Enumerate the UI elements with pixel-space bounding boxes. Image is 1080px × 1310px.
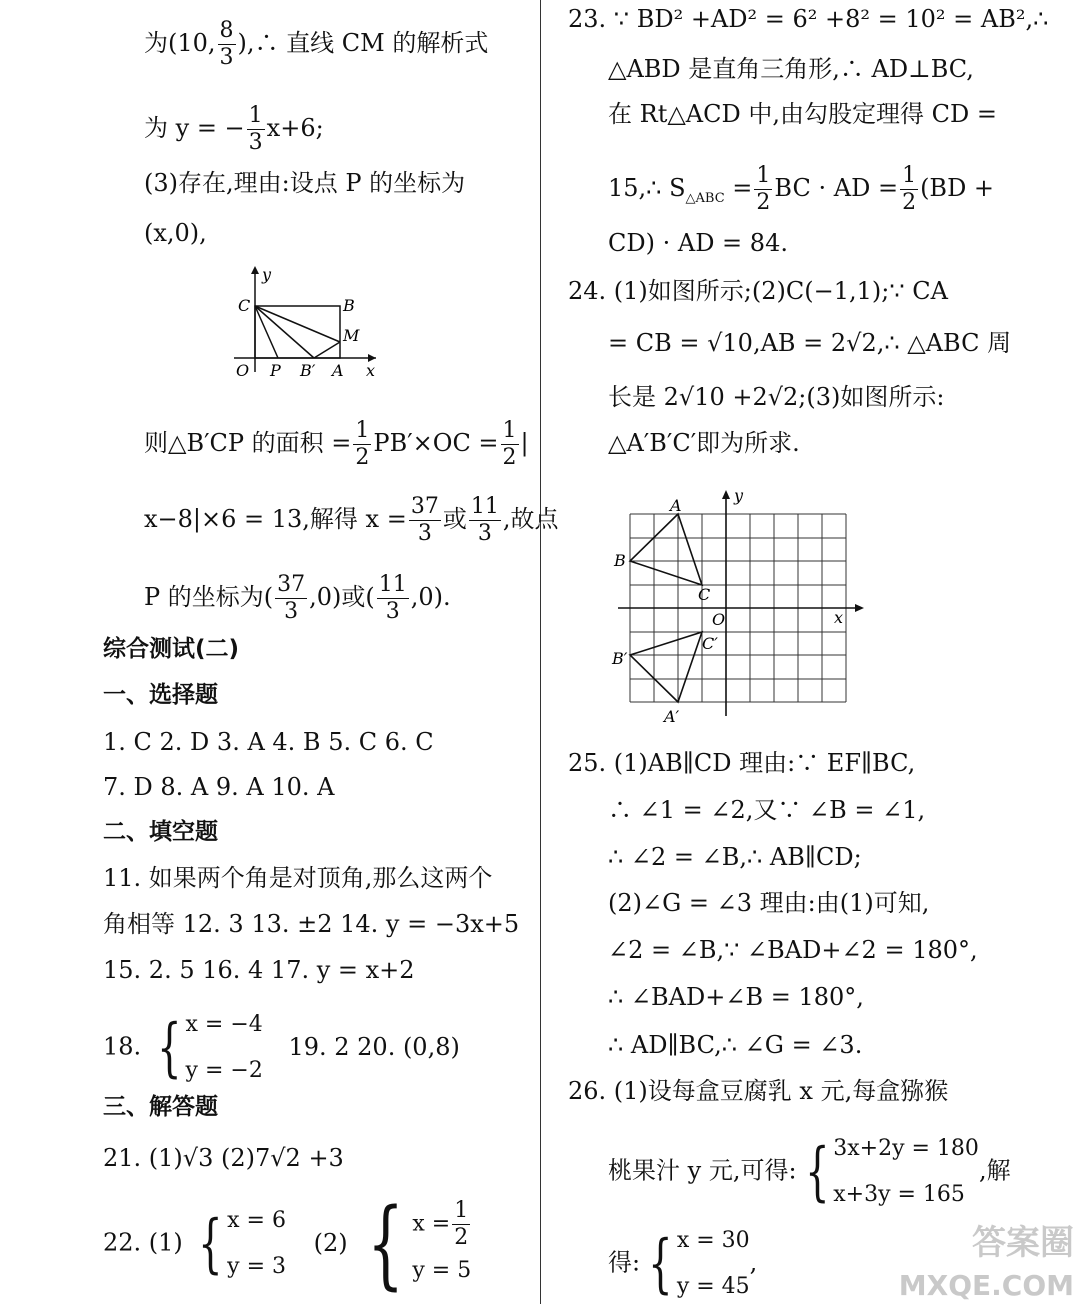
point-label-c: C [698,585,711,604]
answer-23-line3: 在 Rt△ACD 中,由勾股定理得 CD = [608,100,997,128]
answer-25-line1: 25. (1)AB∥CD 理由:∵ EF∥BC, [568,749,916,777]
answer-24-line1: 24. (1)如图所示;(2)C(−1,1);∵ CA [568,277,948,305]
point-label-b-prime: B′ [612,649,628,668]
axis-label-x: x [366,361,376,380]
answer-21: 21. (1)√3 (2)7√2 +3 [103,1144,344,1172]
answer-26-line1: 26. (1)设每盒豆腐乳 x 元,每盒猕猴 [568,1077,949,1105]
line-solve-x: x−8|×6 = 13,解得 x = $\frac{37}{3}$ 或 $\frac{11}{3}$ ,故点 [144,494,559,546]
answers-choice-1: 1. C 2. D 3. A 4. B 5. C 6. C [103,728,434,756]
answer-23-line4: 15,∴ $S_{\triangle ABC}$ = $\frac{1}{2}$ BC · AD = $\frac{1}{2}$ (BD + [608,163,995,215]
axis-label-x: x [834,608,844,627]
axis-label-y: y [262,265,272,284]
text: 为(10, [144,29,216,57]
answers-choice-2: 7. D 8. A 9. A 10. A [103,773,335,801]
answer-23-line1: 23. ∵ BD² +AD² = 6² +8² = 10² = AB²,∴ [568,5,1049,33]
point-label-b: B [343,296,355,315]
section-title: 综合测试(二) [103,636,240,662]
equation-system: { x = −4 y = −2 [156,1011,263,1085]
answer-25-line5: ∠2 = ∠B,∵ ∠BAD+∠2 = 180°, [608,936,978,964]
answer-26-line2: 桃果汁 y 元,可得: { 3x+2y = 180 x+3y = 165 ,解 [608,1126,1011,1218]
line-area-formula: 则△B′CP 的面积 = $\frac{1}{2}$ PB′×OC = $\frac{1}{2}$ | [144,418,529,470]
equation-system: { x = $\frac{1}{2}$ y = 5 [367,1188,472,1300]
text: ),∴ 直线 CM 的解析式 [237,29,489,57]
line-part3: (3)存在,理由:设点 P 的坐标为 [144,169,466,197]
figure-grid-triangles [608,484,908,734]
answer-22: 22. (1) { x = 6 y = 3 (2) { x = $\frac{1}{2}$ y = 5 [103,1188,472,1300]
point-label-p: P [270,361,281,380]
equation-system: { x = 6 y = 3 [198,1207,287,1281]
equation-system: { 3x+2y = 180 x+3y = 165 [804,1135,979,1209]
answer-26-line3: 得: { x = 30 y = 45 , [608,1218,757,1310]
answers-fill-3: 15. 2. 5 16. 4 17. y = x+2 [103,956,415,984]
point-label-a: A [670,496,682,515]
answer-25-line7: ∴ AD∥BC,∴ ∠G = ∠3. [608,1031,863,1059]
watermark-url: MXQE.COM [898,1269,1074,1302]
equation-system: { x = 30 y = 45 [648,1227,750,1301]
point-label-a: A [332,361,344,380]
answer-24-line3: 长是 2√10 +2√2;(3)如图所示: [608,383,945,411]
figure-rectangle-diagram [230,262,490,387]
axis-label-y: y [734,486,744,505]
point-label-o: O [712,610,726,629]
line-p-answer: P 的坐标为( $\frac{37}{3}$ ,0)或( $\frac{11}{3}$ ,0). [144,572,451,624]
heading-choice: 一、选择题 [103,682,218,708]
line-cm-point [144,18,488,71]
point-label-c: C [238,296,251,315]
line-cm-equation: 为 y = − $\frac{1}{3}$ x+6; [144,103,324,155]
column-divider [540,0,541,1304]
line-p-coord: (x,0), [144,219,207,247]
answers-fill-4: 18. { x = −4 y = −2 19. 2 20. (0,8) [103,1002,460,1094]
heading-fill: 二、填空题 [103,819,218,845]
heading-solution: 三、解答题 [103,1094,218,1120]
point-label-c-prime: C′ [702,634,718,653]
answers-fill-1: 11. 如果两个角是对顶角,那么这两个 [103,864,493,892]
point-label-b: B [614,551,626,570]
answer-24-line4: △A′B′C′即为所求. [608,429,800,457]
watermark-logo: 答案圈 [972,1223,1074,1263]
answer-23-line2: △ABD 是直角三角形,∴ AD⊥BC, [608,55,974,83]
answer-25-line2: ∴ ∠1 = ∠2,又∵ ∠B = ∠1, [608,796,926,824]
point-label-a-prime: A′ [664,707,680,726]
point-label-b-prime: B′ [300,361,316,380]
answer-24-line2: = CB = √10,AB = 2√2,∴ △ABC 周 [608,329,1012,357]
answer-25-line6: ∴ ∠BAD+∠B = 180°, [608,983,864,1011]
fraction: $\frac{8}{3}$ [219,18,234,70]
answer-23-line5: CD) · AD = 84. [608,229,788,257]
answer-25-line4: (2)∠G = ∠3 理由:由(1)可知, [608,889,930,917]
answers-fill-2: 角相等 12. 3 13. ±2 14. y = −3x+5 [103,910,520,938]
answer-25-line3: ∴ ∠2 = ∠B,∴ AB∥CD; [608,843,862,871]
point-label-m: M [343,326,360,345]
point-label-o: O [236,361,250,380]
